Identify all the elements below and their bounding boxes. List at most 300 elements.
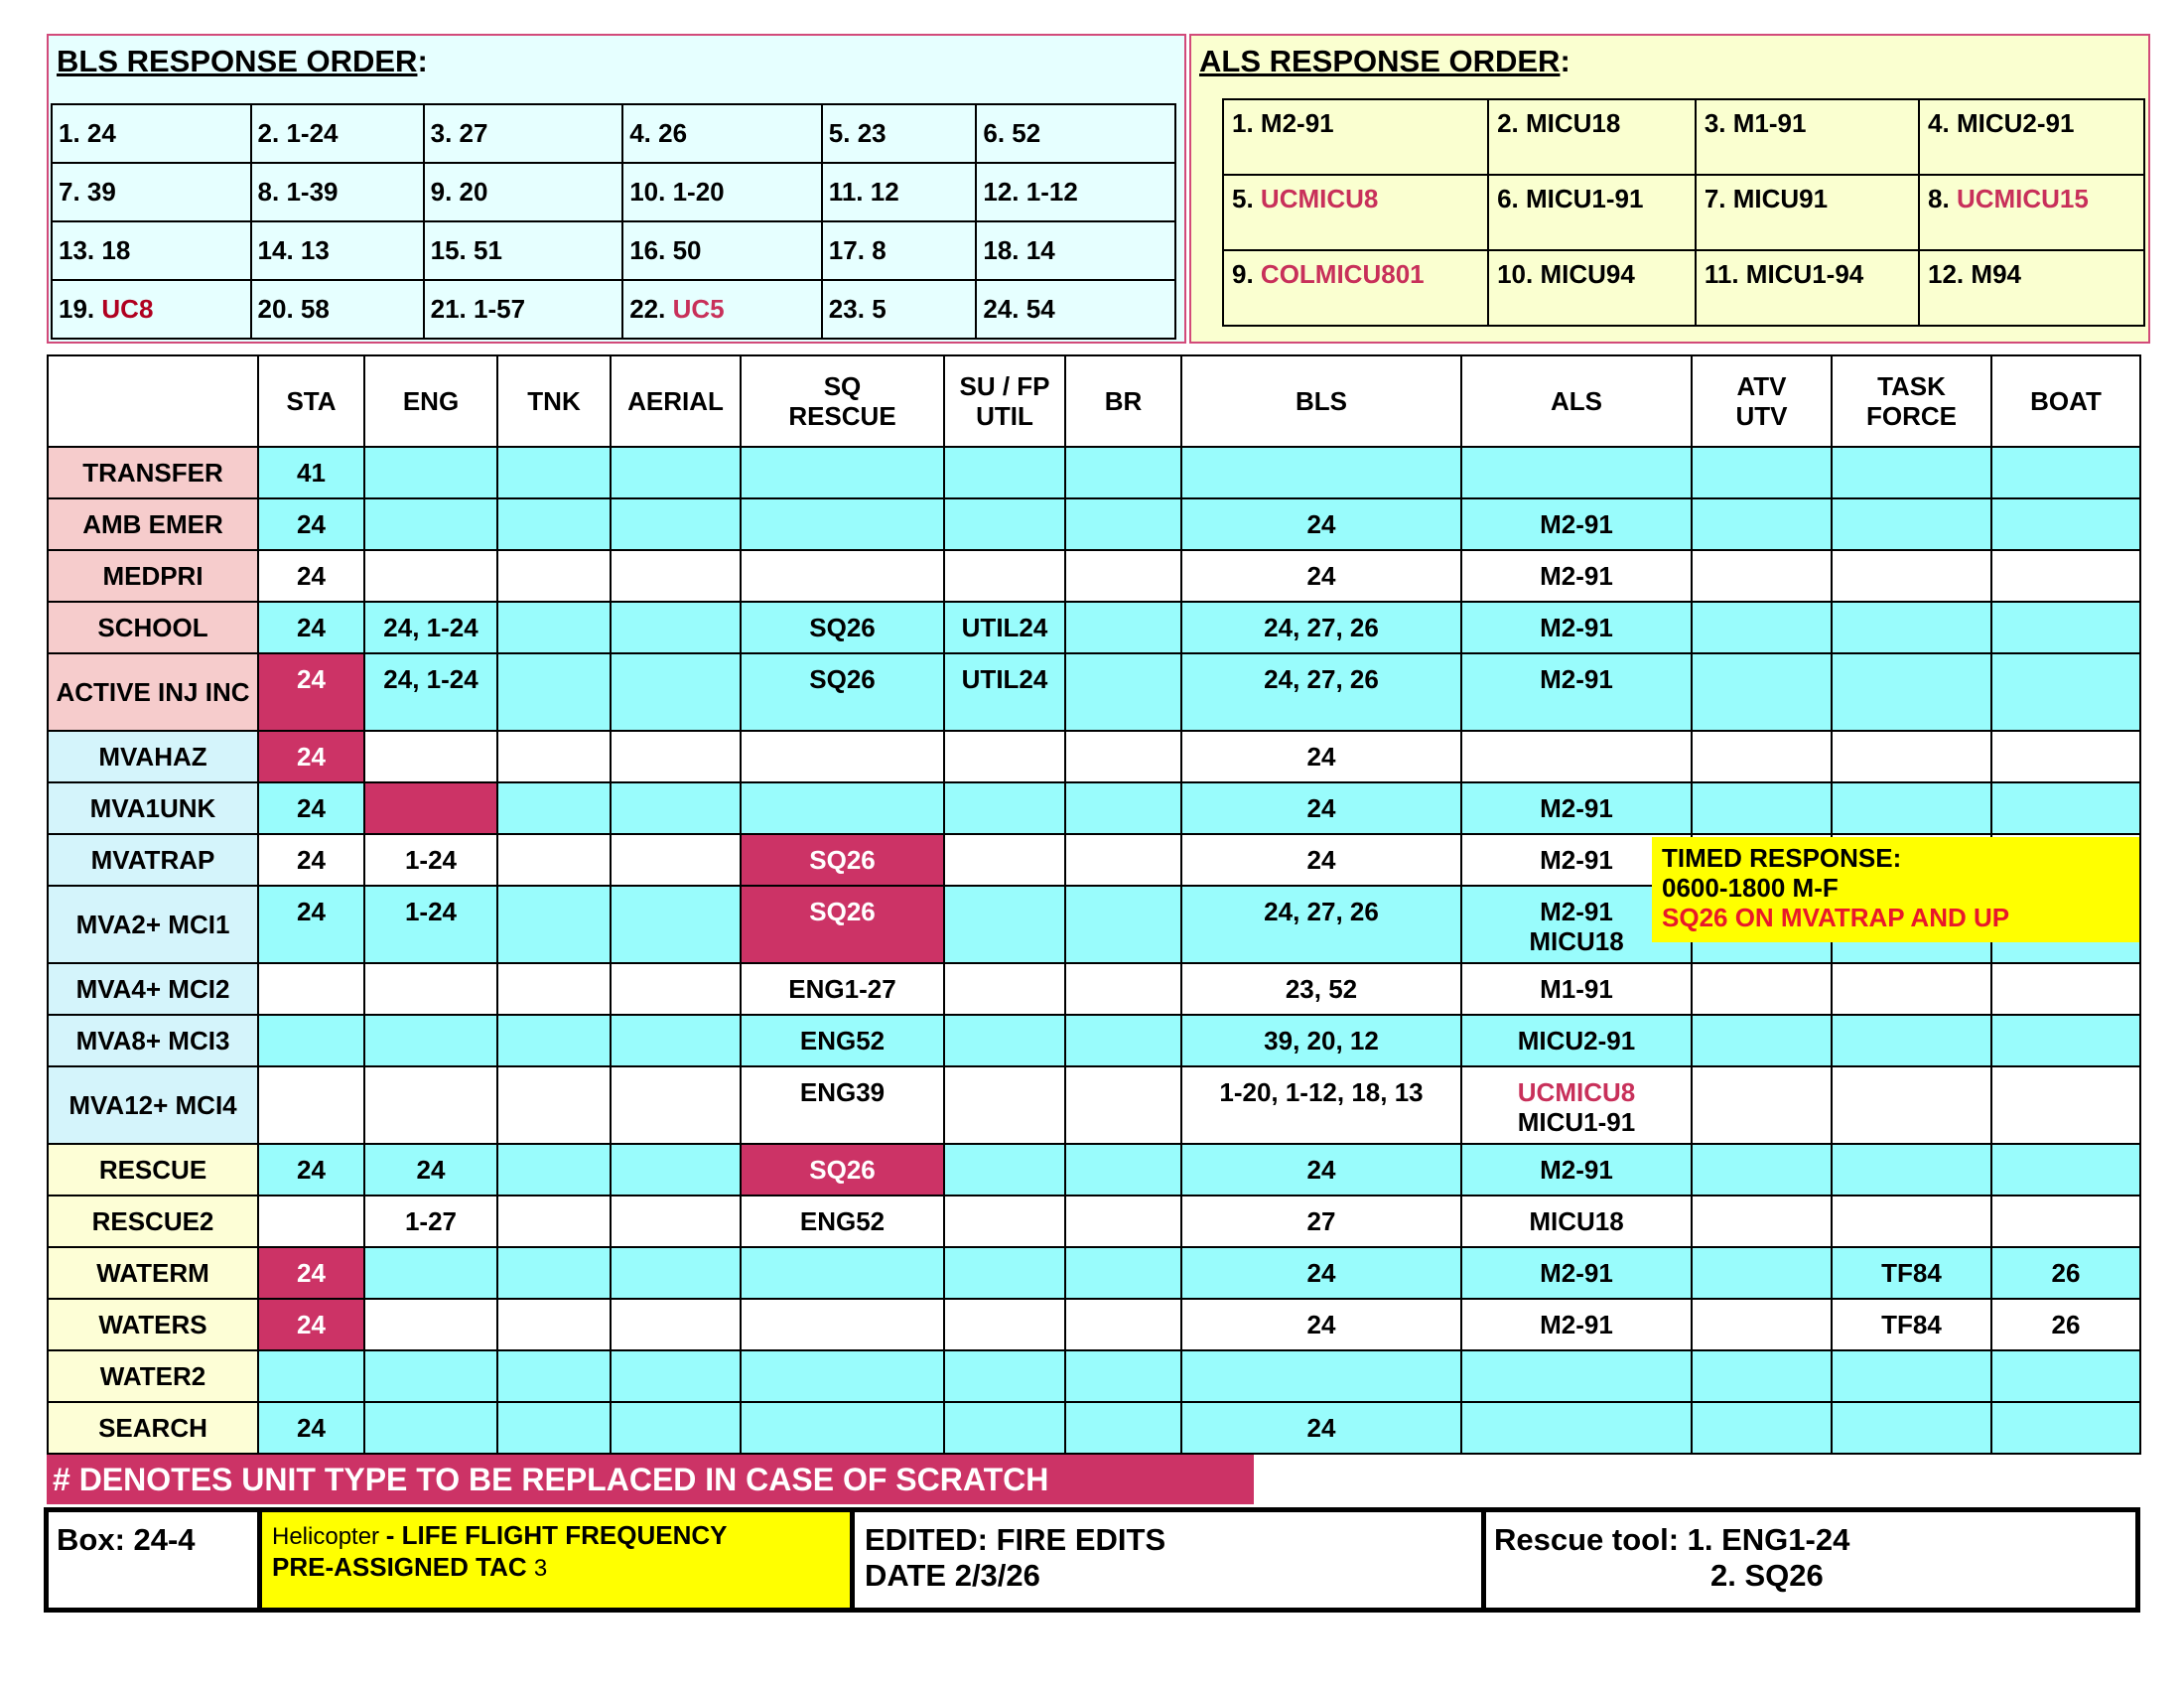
assignment-line: UCMICU8 xyxy=(1517,1077,1636,1107)
incident-row xyxy=(48,1066,2140,1144)
timed-response-hours: 0600-1800 M-F xyxy=(1662,873,1839,903)
column-header-line2: RESCUE xyxy=(788,400,896,431)
assignment-cell xyxy=(1692,1196,1832,1247)
column-header xyxy=(497,355,611,447)
als-order-unit: UCMICU15 xyxy=(1956,184,2089,213)
bls-order-unit: 27 xyxy=(459,118,488,148)
assignment-cell: 26 xyxy=(1991,1299,2140,1350)
assignment-cell xyxy=(258,1015,364,1066)
life-flight-frequency: - LIFE FLIGHT FREQUENCY xyxy=(385,1520,728,1550)
assignment-cell: 41 xyxy=(258,447,364,498)
assignment-cell xyxy=(364,731,497,782)
assignment-cell xyxy=(1181,447,1461,498)
als-order-unit: M2-91 xyxy=(1260,108,1334,138)
assignment-cell xyxy=(364,1247,497,1299)
assignment-cell xyxy=(741,782,944,834)
assignment-cell xyxy=(1065,602,1181,653)
als-order-cell xyxy=(1223,250,1488,326)
assignment-cell xyxy=(611,1247,741,1299)
incident-type-label: MVA1UNK xyxy=(48,782,258,834)
assignment-cell xyxy=(364,782,497,834)
column-header-line1: BR xyxy=(1104,385,1143,416)
assignment-cell: 24 xyxy=(1181,550,1461,602)
tac-number: 3 xyxy=(533,1555,548,1582)
als-order-unit: UCMICU8 xyxy=(1260,184,1379,213)
assignment-cell: 24 xyxy=(258,834,364,886)
bls-order-cell xyxy=(976,104,1175,163)
bls-order-unit: 50 xyxy=(672,235,702,265)
assignment-cell xyxy=(1991,1015,2140,1066)
incident-type-label: RESCUE2 xyxy=(48,1196,258,1247)
assignment-cell: UTIL24 xyxy=(944,653,1065,731)
assignment-cell xyxy=(258,1066,364,1144)
assignment-cell xyxy=(1991,1196,2140,1247)
als-order-cell xyxy=(1488,99,1696,175)
assignment-cell: M2-91 xyxy=(1461,653,1692,731)
incident-type-label: RESCUE xyxy=(48,1144,258,1196)
bls-order-unit: 1-39 xyxy=(286,177,339,207)
als-order-rank: 11. xyxy=(1704,259,1739,289)
assignment-cell xyxy=(1692,1144,1832,1196)
incident-row xyxy=(48,447,2140,498)
assignment-cell: SQ26 xyxy=(741,886,944,963)
timed-response-title: TIMED RESPONSE: xyxy=(1662,843,1902,873)
incident-type-label: WATERM xyxy=(48,1247,258,1299)
assignment-cell xyxy=(741,498,944,550)
assignment-cell xyxy=(944,886,1065,963)
incident-type-label: WATER2 xyxy=(48,1350,258,1402)
incident-type-label: AMB EMER xyxy=(48,498,258,550)
bls-order-unit: 24 xyxy=(86,118,116,148)
assignment-cell: SQ26 xyxy=(741,1144,944,1196)
bls-order-cell xyxy=(251,280,424,339)
assignment-cell xyxy=(741,1247,944,1299)
assignment-cell xyxy=(497,1247,611,1299)
pre-assigned-tac: PRE-ASSIGNED TAC xyxy=(272,1552,534,1582)
als-order-rank: 9. xyxy=(1232,259,1254,289)
bls-order-unit: 5 xyxy=(872,294,887,324)
bls-order-cell xyxy=(424,163,623,221)
assignment-cell xyxy=(1991,731,2140,782)
assignment-cell xyxy=(944,1196,1065,1247)
assignment-cell xyxy=(741,1299,944,1350)
assignment-cell xyxy=(611,731,741,782)
assignment-cell xyxy=(497,1015,611,1066)
assignment-cell: M2-91 xyxy=(1461,602,1692,653)
assignment-cell: 24 xyxy=(1181,731,1461,782)
assignment-cell xyxy=(1692,498,1832,550)
bls-order-cell xyxy=(822,104,977,163)
assignment-cell xyxy=(1461,1350,1692,1402)
assignment-cell xyxy=(611,1299,741,1350)
assignment-cell xyxy=(1065,1247,1181,1299)
assignment-cell xyxy=(1991,1350,2140,1402)
assignment-cell: 1-20, 1-12, 18, 13 xyxy=(1181,1066,1461,1144)
column-header-line1: ALS xyxy=(1551,385,1602,416)
assignment-cell xyxy=(611,653,741,731)
bls-order-cell xyxy=(976,163,1175,221)
als-order-rank: 3. xyxy=(1704,108,1726,138)
assignment-cell: M2-91 xyxy=(1461,782,1692,834)
bls-order-rank: 16. xyxy=(629,235,666,265)
incident-type-label: MVAHAZ xyxy=(48,731,258,782)
incident-row xyxy=(48,498,2140,550)
assignment-cell: ENG1-27 xyxy=(741,963,944,1015)
bls-order-rank: 15. xyxy=(430,235,467,265)
assignment-cell xyxy=(1692,653,1832,731)
incident-type-label: SCHOOL xyxy=(48,602,258,653)
assignment-cell xyxy=(1991,602,2140,653)
assignment-cell xyxy=(611,782,741,834)
assignment-cell xyxy=(497,1402,611,1454)
assignment-cell xyxy=(1991,1402,2140,1454)
assignment-cell: 24 xyxy=(258,550,364,602)
assignment-cell: ENG52 xyxy=(741,1196,944,1247)
bls-order-cell xyxy=(424,104,623,163)
assignment-cell xyxy=(1065,1015,1181,1066)
bls-order-unit: 1-12 xyxy=(1025,177,1078,207)
bls-order-rank: 10. xyxy=(629,177,666,207)
assignment-cell xyxy=(1181,1350,1461,1402)
assignment-cell xyxy=(944,782,1065,834)
assignment-cell xyxy=(364,1350,497,1402)
column-header xyxy=(1181,355,1461,447)
column-header xyxy=(364,355,497,447)
assignment-cell xyxy=(741,447,944,498)
bls-order-cell xyxy=(251,163,424,221)
als-order-rank: 1. xyxy=(1232,108,1254,138)
bls-order-cell xyxy=(976,280,1175,339)
assignment-cell xyxy=(364,1402,497,1454)
als-order-unit: MICU94 xyxy=(1540,259,1635,289)
incident-type-label: TRANSFER xyxy=(48,447,258,498)
bls-order-unit: 23 xyxy=(857,118,887,148)
incident-type-label: MVA8+ MCI3 xyxy=(48,1015,258,1066)
bls-order-cell xyxy=(52,163,251,221)
assignment-cell xyxy=(611,1196,741,1247)
assignment-cell xyxy=(944,1350,1065,1402)
assignment-cell: 24 xyxy=(258,1144,364,1196)
bls-order-table xyxy=(51,103,1176,340)
assignment-cell xyxy=(1991,782,2140,834)
bls-order-unit: 12 xyxy=(870,177,899,207)
column-header-line1: SQ xyxy=(823,370,862,401)
assignment-cell: 27 xyxy=(1181,1196,1461,1247)
assignment-cell xyxy=(944,1402,1065,1454)
assignment-cell: 24 xyxy=(258,1299,364,1350)
assignment-cell xyxy=(1461,447,1692,498)
bls-order-rank: 11. xyxy=(828,177,864,207)
bls-order-rank: 14. xyxy=(257,235,294,265)
bls-order-cell xyxy=(822,163,977,221)
assignment-cell xyxy=(1832,1196,1991,1247)
scratch-legend: # DENOTES UNIT TYPE TO BE REPLACED IN CASE OF SCRATCH xyxy=(47,1455,1254,1504)
assignment-cell: 24 xyxy=(1181,1144,1461,1196)
bls-order-unit: 58 xyxy=(300,294,330,324)
incident-row xyxy=(48,1144,2140,1196)
assignment-cell xyxy=(497,1144,611,1196)
assignment-cell: TF84 xyxy=(1832,1247,1991,1299)
assignment-cell xyxy=(1692,1247,1832,1299)
assignment-cell xyxy=(944,1247,1065,1299)
assignment-cell xyxy=(1461,731,1692,782)
assignment-cell xyxy=(497,963,611,1015)
bls-order-unit: 1-57 xyxy=(474,294,526,324)
assignment-cell: 24 xyxy=(258,653,364,731)
assignment-cell xyxy=(364,550,497,602)
assignment-cell xyxy=(611,1015,741,1066)
column-header-line1: BOAT xyxy=(2030,385,2102,416)
assignment-cell xyxy=(497,782,611,834)
assignment-cell: 24 xyxy=(1181,1247,1461,1299)
bls-order-unit: 1-24 xyxy=(286,118,339,148)
column-header-line1: ENG xyxy=(402,385,460,416)
assignment-cell xyxy=(1832,447,1991,498)
assignment-cell xyxy=(1991,447,2140,498)
assignment-line: MICU18 xyxy=(1529,926,1624,956)
incident-type-label: WATERS xyxy=(48,1299,258,1350)
assignment-cell: 24, 27, 26 xyxy=(1181,886,1461,963)
bls-order-rank: 4. xyxy=(629,118,651,148)
als-response-order-panel xyxy=(1189,34,2150,344)
assignment-cell xyxy=(497,834,611,886)
assignment-cell: 24 xyxy=(1181,1299,1461,1350)
assignment-cell xyxy=(1832,1144,1991,1196)
bls-order-unit: UC5 xyxy=(672,294,725,324)
assignment-cell: 24 xyxy=(258,602,364,653)
bls-order-rank: 24. xyxy=(983,294,1020,324)
als-order-cell xyxy=(1919,250,2144,326)
bls-order-rank: 1. xyxy=(59,118,80,148)
column-header xyxy=(944,355,1065,447)
timed-response-detail: SQ26 ON MVATRAP AND UP xyxy=(1662,903,2010,932)
als-order-unit: COLMICU801 xyxy=(1260,259,1425,289)
als-order-cell xyxy=(1696,99,1919,175)
timed-response-note xyxy=(1652,837,2139,942)
assignment-cell xyxy=(611,1350,741,1402)
assignment-cell xyxy=(1692,1015,1832,1066)
assignment-cell xyxy=(1991,1144,2140,1196)
incident-type-label: MVA4+ MCI2 xyxy=(48,963,258,1015)
bls-order-cell xyxy=(976,221,1175,280)
assignment-cell xyxy=(1461,1066,1692,1144)
assignment-cell xyxy=(1692,447,1832,498)
bls-order-unit: 1-20 xyxy=(672,177,725,207)
incident-row xyxy=(48,1299,2140,1350)
column-header-line2: UTIL xyxy=(976,400,1033,431)
assignment-cell xyxy=(1065,1299,1181,1350)
assignment-cell: M2-91 xyxy=(1461,498,1692,550)
assignment-cell xyxy=(1832,1350,1991,1402)
assignment-cell: 24 xyxy=(258,782,364,834)
assignment-cell: 24, 1-24 xyxy=(364,602,497,653)
assignment-cell: 23, 52 xyxy=(1181,963,1461,1015)
assignment-cell xyxy=(497,1196,611,1247)
bls-order-rank: 12. xyxy=(983,177,1020,207)
assignment-line: MICU1-91 xyxy=(1517,1107,1636,1137)
column-header xyxy=(611,355,741,447)
bls-order-rank: 21. xyxy=(430,294,467,324)
bls-order-row xyxy=(52,163,1175,221)
assignment-cell: UTIL24 xyxy=(944,602,1065,653)
assignment-cell xyxy=(611,963,741,1015)
assignment-cell xyxy=(944,1299,1065,1350)
assignment-cell xyxy=(611,834,741,886)
incident-type-label: ACTIVE INJ INC xyxy=(48,653,258,731)
assignment-cell: 24, 27, 26 xyxy=(1181,602,1461,653)
als-order-unit: MICU2-91 xyxy=(1956,108,2075,138)
bls-order-unit: 54 xyxy=(1025,294,1055,324)
assignment-cell xyxy=(364,447,497,498)
assignment-cell xyxy=(1065,731,1181,782)
bls-order-cell xyxy=(52,104,251,163)
assignment-cell: 24, 27, 26 xyxy=(1181,653,1461,731)
assignment-cell: 24 xyxy=(258,1402,364,1454)
footer-bar xyxy=(44,1507,2140,1613)
bls-order-unit: 52 xyxy=(1012,118,1041,148)
column-header xyxy=(1692,355,1832,447)
bls-order-rank: 5. xyxy=(828,118,851,148)
bls-order-cell xyxy=(424,280,623,339)
assignment-cell xyxy=(1991,653,2140,731)
als-order-table xyxy=(1222,98,2145,327)
assignment-cell: 24, 1-24 xyxy=(364,653,497,731)
assignment-cell xyxy=(741,550,944,602)
assignment-cell xyxy=(364,963,497,1015)
assignment-cell xyxy=(1692,963,1832,1015)
assignment-cell: M2-91 xyxy=(1461,550,1692,602)
assignment-cell xyxy=(1065,653,1181,731)
assignment-cell xyxy=(1832,782,1991,834)
incident-row xyxy=(48,963,2140,1015)
bls-order-rank: 23. xyxy=(828,294,865,324)
assignment-cell xyxy=(1692,550,1832,602)
incident-row xyxy=(48,550,2140,602)
assignment-cell xyxy=(611,550,741,602)
bls-order-cell xyxy=(822,221,977,280)
als-order-rank: 7. xyxy=(1704,184,1726,213)
assignment-cell xyxy=(944,550,1065,602)
bls-order-cell xyxy=(622,163,822,221)
incident-row xyxy=(48,602,2140,653)
als-title: ALS RESPONSE ORDER: xyxy=(1199,44,1570,78)
assignment-cell: SQ26 xyxy=(741,653,944,731)
assignment-cell xyxy=(497,731,611,782)
assignment-cell xyxy=(1832,1015,1991,1066)
als-order-cell xyxy=(1488,175,1696,250)
column-header-line2: UTV xyxy=(1735,400,1788,431)
assignment-cell: 39, 20, 12 xyxy=(1181,1015,1461,1066)
als-order-rank: 6. xyxy=(1497,184,1519,213)
bls-order-unit: 51 xyxy=(474,235,502,265)
column-header-line1: AERIAL xyxy=(627,385,724,416)
column-header xyxy=(741,355,944,447)
assignment-cell: M2-91 xyxy=(1461,1299,1692,1350)
assignment-cell xyxy=(944,498,1065,550)
assignment-cell xyxy=(611,602,741,653)
assignment-cell: ENG39 xyxy=(741,1066,944,1144)
assignment-cell xyxy=(1832,602,1991,653)
incident-row xyxy=(48,1015,2140,1066)
als-order-row xyxy=(1223,250,2144,326)
assignment-cell xyxy=(364,1066,497,1144)
incident-row xyxy=(48,1350,2140,1402)
als-order-cell xyxy=(1223,175,1488,250)
assignment-cell xyxy=(944,731,1065,782)
rescue-tool-info xyxy=(1486,1512,2135,1608)
bls-order-unit: 8 xyxy=(872,235,887,265)
assignment-cell: 24 xyxy=(258,1247,364,1299)
assignment-cell xyxy=(1832,498,1991,550)
assignment-cell xyxy=(1692,731,1832,782)
assignment-cell xyxy=(497,498,611,550)
column-header-line1: BLS xyxy=(1296,385,1347,416)
assignment-cell: SQ26 xyxy=(741,834,944,886)
als-order-unit: M1-91 xyxy=(1732,108,1807,138)
als-order-rank: 4. xyxy=(1928,108,1950,138)
assignment-cell: 1-27 xyxy=(364,1196,497,1247)
incident-type-label: MVA12+ MCI4 xyxy=(48,1066,258,1144)
column-header-line1: TASK xyxy=(1877,370,1946,401)
rescue-tool-2: 2. SQ26 xyxy=(1710,1558,1824,1593)
incident-type-label: SEARCH xyxy=(48,1402,258,1454)
assignment-cell xyxy=(497,602,611,653)
assignment-cell xyxy=(611,1402,741,1454)
assignment-cell: TF84 xyxy=(1832,1299,1991,1350)
assignment-cell xyxy=(611,886,741,963)
incident-type-label: MVA2+ MCI1 xyxy=(48,886,258,963)
assignment-cell xyxy=(497,1299,611,1350)
als-order-cell xyxy=(1488,250,1696,326)
assignment-cell: M2-91 xyxy=(1461,1247,1692,1299)
assignment-cell xyxy=(1065,1402,1181,1454)
bls-order-unit: 20 xyxy=(459,177,488,207)
assignment-cell xyxy=(1832,550,1991,602)
helicopter-info xyxy=(262,1512,855,1608)
assignment-cell xyxy=(1692,1350,1832,1402)
assignment-cell xyxy=(258,1350,364,1402)
bls-order-rank: 13. xyxy=(59,235,95,265)
assignment-cell xyxy=(1065,498,1181,550)
assignment-cell xyxy=(1991,498,2140,550)
incident-type-label: MVATRAP xyxy=(48,834,258,886)
als-order-cell xyxy=(1919,175,2144,250)
assignment-cell xyxy=(1832,731,1991,782)
assignment-cell xyxy=(1832,1402,1991,1454)
als-order-rank: 10. xyxy=(1497,259,1534,289)
bls-order-cell xyxy=(52,221,251,280)
assignment-cell: M2-91 xyxy=(1461,834,1692,886)
bls-order-row xyxy=(52,104,1175,163)
bls-order-rank: 9. xyxy=(430,177,453,207)
column-header xyxy=(1065,355,1181,447)
bls-order-unit: 26 xyxy=(658,118,688,148)
assignment-cell xyxy=(1832,1066,1991,1144)
assignment-cell xyxy=(258,1196,364,1247)
assignment-cell xyxy=(1692,1402,1832,1454)
assignment-cell xyxy=(1065,1196,1181,1247)
assignment-cell: 24 xyxy=(1181,498,1461,550)
als-order-unit: MICU91 xyxy=(1732,184,1829,213)
bls-order-rank: 18. xyxy=(983,235,1020,265)
bls-order-cell xyxy=(424,221,623,280)
bls-order-unit: 18 xyxy=(101,235,131,265)
bls-order-rank: 8. xyxy=(257,177,280,207)
assignment-cell: 24 xyxy=(258,498,364,550)
assignment-cell xyxy=(611,498,741,550)
assignment-cell xyxy=(1065,963,1181,1015)
bls-order-cell xyxy=(52,280,251,339)
